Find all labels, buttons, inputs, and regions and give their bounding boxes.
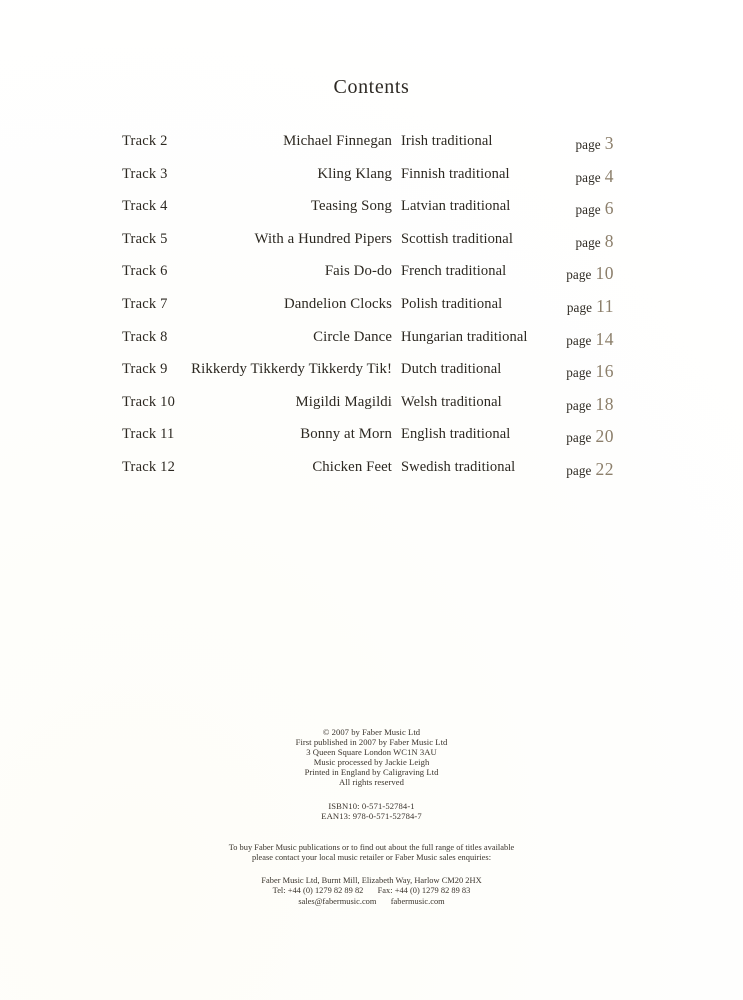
song-origin: Hungarian traditional: [401, 328, 528, 345]
contact-block: [0, 876, 743, 907]
page-number: 6: [604, 198, 614, 219]
page-number: 11: [596, 295, 614, 316]
page-reference: [430, 329, 614, 350]
page-word: page: [566, 332, 592, 348]
song-origin: Finnish traditional: [401, 165, 510, 182]
table-row: [0, 426, 743, 459]
page-word: page: [566, 430, 592, 446]
page-reference: [430, 133, 614, 154]
contact-website[interactable]: fabermusic.com: [390, 896, 445, 906]
page-number: 22: [595, 458, 614, 479]
table-row: [0, 329, 743, 362]
contact-fax: Fax: +44 (0) 1279 82 89 83: [377, 886, 471, 896]
song-origin: Welsh traditional: [401, 393, 502, 410]
song-title: Teasing Song: [310, 198, 392, 215]
page-word: page: [566, 267, 592, 283]
table-row: [0, 296, 743, 329]
imprint-line: Music processed by Jackie Leigh: [313, 756, 430, 767]
page-number: 8: [604, 230, 614, 251]
song-origin: Swedish traditional: [401, 458, 516, 475]
song-origin: English traditional: [401, 426, 511, 443]
page-reference: [430, 263, 614, 284]
table-row: [0, 361, 743, 394]
song-title: Fais Do-do: [324, 263, 392, 280]
page-reference: [430, 231, 614, 252]
song-title: Migildi Magildi: [295, 393, 392, 410]
track-label: Track 12: [122, 458, 176, 475]
contents-table: [0, 133, 743, 492]
page-number: 10: [595, 263, 614, 284]
page-number: 16: [595, 361, 614, 382]
track-label: Track 9: [122, 361, 168, 378]
page-number: 4: [604, 165, 614, 186]
song-origin: Dutch traditional: [401, 361, 502, 378]
track-label: Track 2: [122, 133, 168, 149]
page-reference: [430, 459, 614, 480]
track-label: Track 5: [122, 230, 168, 247]
song-title: Bonny at Morn: [300, 426, 392, 443]
page-word: page: [575, 169, 601, 185]
song-title: Kling Klang: [317, 165, 392, 182]
song-origin: Irish traditional: [401, 133, 493, 149]
page-reference: [430, 296, 614, 317]
song-origin: Polish traditional: [401, 295, 503, 312]
contact-tel: Tel: +44 (0) 1279 82 89 82: [272, 886, 364, 896]
page-word: page: [566, 299, 593, 315]
imprint-line: First published in 2007 by Faber Music Ltd: [295, 736, 448, 747]
isbn-line: EAN13: 978-0-571-52784-7: [321, 811, 422, 821]
contact-web-line: [0, 897, 743, 907]
page-word: page: [575, 234, 601, 250]
contact-phone-line: [0, 886, 743, 896]
page-reference: [430, 426, 614, 447]
page-reference: [430, 361, 614, 382]
page-title: Contents: [333, 76, 410, 98]
sales-enquiries-block: [0, 843, 743, 863]
table-row: [0, 394, 743, 427]
isbn-line: ISBN10: 0-571-52784-1: [328, 801, 415, 811]
table-row: [0, 166, 743, 199]
sales-line: please contact your local music retailer or Faber Music sales enquiries:: [251, 853, 492, 863]
imprint-block: [0, 728, 743, 787]
song-title: Michael Finnegan: [283, 133, 392, 149]
page-word: page: [566, 462, 592, 478]
page-reference: [430, 198, 614, 219]
song-title: Circle Dance: [313, 328, 392, 345]
imprint-line: © 2007 by Faber Music Ltd: [322, 727, 421, 737]
track-label: Track 7: [122, 295, 168, 312]
track-label: Track 8: [122, 328, 168, 345]
page-word: page: [566, 397, 592, 413]
track-label: Track 10: [122, 393, 176, 410]
imprint-line: 3 Queen Square London WC1N 3AU: [306, 746, 437, 757]
imprint-line: All rights reserved: [339, 776, 404, 787]
track-label: Track 3: [122, 165, 168, 182]
contact-email[interactable]: sales@fabermusic.com: [298, 896, 377, 906]
song-origin: French traditional: [401, 263, 507, 280]
sales-line: To buy Faber Music publications or to find out about the full range of titles available: [228, 843, 515, 852]
contact-address: Faber Music Ltd, Burnt Mill, Elizabeth Way, Harlow CM20 2HX: [261, 876, 482, 885]
table-row: [0, 459, 743, 492]
song-title: Dandelion Clocks: [283, 295, 392, 312]
page-number: 20: [595, 426, 614, 447]
track-label: Track 6: [122, 263, 168, 280]
page-number: 18: [595, 393, 614, 414]
table-row: [0, 231, 743, 264]
page-reference: [430, 166, 614, 187]
page-number: 14: [595, 328, 614, 349]
song-origin: Scottish traditional: [401, 230, 513, 247]
imprint-line: Printed in England by Caligraving Ltd: [304, 766, 439, 777]
song-origin: Latvian traditional: [401, 198, 511, 215]
page-word: page: [575, 202, 601, 218]
page-number: 3: [604, 133, 614, 153]
track-label: Track 11: [122, 426, 175, 443]
table-row: [0, 133, 743, 166]
page-word: page: [575, 137, 601, 152]
table-row: [0, 263, 743, 296]
page-word: page: [566, 365, 592, 381]
song-title: Rikkerdy Tikkerdy Tikkerdy Tik!: [191, 361, 392, 378]
table-row: [0, 198, 743, 231]
song-title: Chicken Feet: [312, 458, 392, 475]
track-label: Track 4: [122, 198, 168, 215]
isbn-block: [0, 801, 743, 821]
page-reference: [430, 394, 614, 415]
song-title: With a Hundred Pipers: [254, 230, 392, 247]
